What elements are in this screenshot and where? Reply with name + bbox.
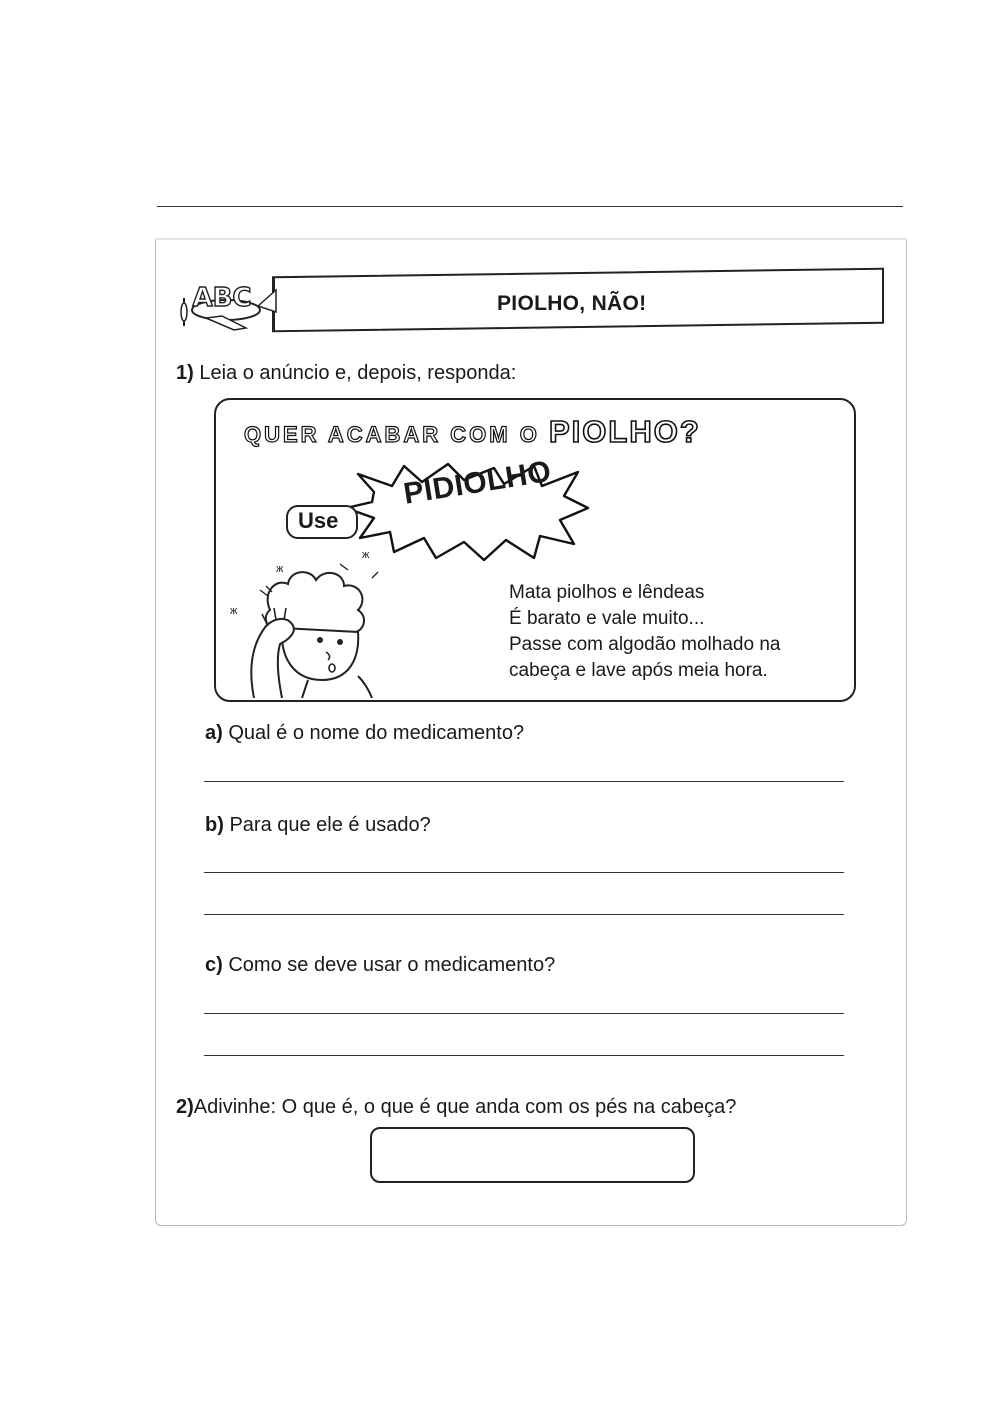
question-1b-text: Para que ele é usado? xyxy=(229,814,431,836)
brand-name: PIDIOLHO xyxy=(401,454,554,511)
question-1c-text: Como se deve usar o medicamento? xyxy=(228,954,556,976)
scratching-boy-illustration xyxy=(222,548,388,698)
ad-headline-big: PIOLHO? xyxy=(548,414,701,449)
svg-text:ж: ж xyxy=(362,549,370,561)
question-1c xyxy=(205,954,555,977)
top-rule xyxy=(157,206,903,207)
question-2-number: 2) xyxy=(176,1096,194,1118)
question-1a xyxy=(205,722,524,745)
question-1b-letter: b) xyxy=(205,814,224,836)
ad-body-text xyxy=(509,580,780,684)
answer-line-1c-2[interactable] xyxy=(204,1055,844,1056)
ad-body-line: Passe com algodão molhado na xyxy=(509,634,781,655)
question-1a-text: Qual é o nome do medicamento? xyxy=(228,722,525,744)
question-1-text: Leia o anúncio e, depois, responda: xyxy=(199,362,517,384)
plane-letters: ABC xyxy=(192,283,252,313)
airplane-abc-icon xyxy=(176,272,280,332)
ad-body-line: Mata piolhos e lêndeas xyxy=(509,582,705,603)
question-1c-letter: c) xyxy=(205,954,223,976)
svg-text:ж: ж xyxy=(276,563,284,575)
ad-headline xyxy=(244,414,701,450)
riddle-answer-box[interactable] xyxy=(370,1127,695,1183)
question-1a-letter: a) xyxy=(205,722,223,744)
svg-text:ж: ж xyxy=(230,605,238,617)
ad-body-line: cabeça e lave após meia hora. xyxy=(509,660,768,681)
use-label: Use xyxy=(298,508,339,533)
page-title: PIOLHO, NÃO! xyxy=(497,292,647,315)
answer-line-1a[interactable] xyxy=(204,781,844,782)
question-2-text: Adivinhe: O que é, o que é que anda com os pés na cabeça? xyxy=(193,1096,737,1118)
answer-line-1b-1[interactable] xyxy=(204,872,844,873)
answer-line-1b-2[interactable] xyxy=(204,914,844,915)
answer-line-1c-1[interactable] xyxy=(204,1013,844,1014)
question-1 xyxy=(176,362,516,385)
ad-headline-text: QUER ACABAR COM O xyxy=(244,422,540,447)
question-1-number: 1) xyxy=(176,362,194,384)
question-2 xyxy=(176,1096,736,1119)
card-top-shade xyxy=(155,238,907,240)
ad-body-line: É barato e vale muito... xyxy=(509,608,705,629)
question-1b xyxy=(205,814,431,837)
